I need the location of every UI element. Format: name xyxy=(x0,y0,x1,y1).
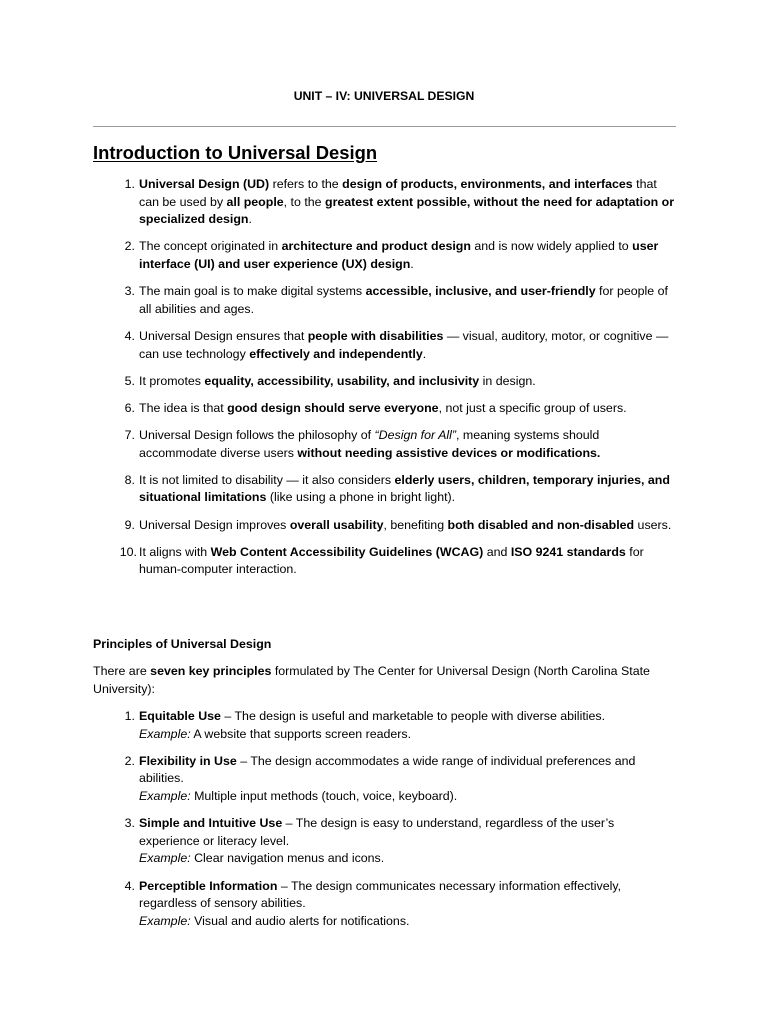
list-number: 3. xyxy=(124,816,135,831)
list-item xyxy=(93,176,678,229)
text-run: It aligns with xyxy=(139,544,211,559)
text-run: formulated by The Center for Universal Design (North Carolina State University): xyxy=(93,664,650,696)
list-item xyxy=(93,400,678,418)
section-heading-introduction: Introduction to Universal Design xyxy=(93,142,378,163)
list-item xyxy=(93,373,678,391)
list-item xyxy=(93,815,678,868)
list-item xyxy=(93,472,678,507)
bold-text: all people xyxy=(226,194,284,209)
bold-text: Simple and Intuitive Use xyxy=(139,816,283,831)
list-number: 10. xyxy=(119,544,137,559)
text-run: – The design is useful and marketable to people with diverse abilities. xyxy=(220,709,606,723)
text-run: The idea is that xyxy=(139,400,228,415)
text-run: It promotes xyxy=(139,373,205,388)
bold-text: ISO 9241 standards xyxy=(510,544,626,559)
text-run: refers to the xyxy=(269,177,343,191)
bold-text: both disabled and non-disabled xyxy=(447,517,635,532)
bold-text: without needing assistive devices or modifications. xyxy=(297,445,601,460)
list-number: 3. xyxy=(124,284,135,299)
bold-text: Perceptible Information xyxy=(139,878,278,893)
bold-text: design of products, environments, and interfaces xyxy=(342,177,633,191)
list-number: 7. xyxy=(124,428,135,443)
bold-text: user interface (UI) and user experience (UX) design xyxy=(139,239,659,271)
text-run: and xyxy=(483,544,511,559)
italic-text: Example: xyxy=(139,726,191,741)
list-number: 1. xyxy=(124,709,135,723)
list-number: 2. xyxy=(124,753,135,768)
bold-text: Equitable Use xyxy=(139,709,221,723)
text-run: The concept originated in xyxy=(139,239,282,254)
text-run: , to the xyxy=(283,194,325,209)
text-run: Universal Design follows the philosophy of xyxy=(139,428,375,443)
list-item xyxy=(93,283,678,318)
text-run: for people of all abilities and ages. xyxy=(139,284,668,316)
text-run: , meaning systems should accommodate diverse users xyxy=(139,428,600,460)
list-item xyxy=(93,328,678,363)
list-item xyxy=(93,753,678,806)
text-run: There are xyxy=(93,664,151,678)
text-run: that can be used by xyxy=(139,177,657,209)
bold-text: good design should serve everyone xyxy=(227,400,439,415)
bold-text: architecture and product design xyxy=(281,239,471,254)
text-run: . xyxy=(410,256,414,271)
list-number: 4. xyxy=(124,328,135,343)
principles-intro xyxy=(93,663,678,698)
italic-text: Example: xyxy=(139,913,191,928)
text-run: Multiple input methods (touch, voice, keyboard). xyxy=(190,788,458,803)
header-divider xyxy=(93,126,676,127)
principles-list xyxy=(93,708,678,940)
list-item xyxy=(93,708,678,743)
list-number: 2. xyxy=(124,239,135,254)
text-run: The main goal is to make digital systems xyxy=(139,284,366,299)
text-run: (like using a phone in bright light). xyxy=(266,490,456,505)
italic-text: Example: xyxy=(139,851,191,866)
bold-text: greatest extent possible, without the need for adaptation or specialized design xyxy=(139,194,675,227)
italic-text: Example: xyxy=(139,788,191,803)
list-item xyxy=(93,878,678,931)
bold-text: seven key principles xyxy=(150,664,272,678)
text-run: , benefiting xyxy=(383,517,448,532)
page-header: UNIT – IV: UNIVERSAL DESIGN xyxy=(293,89,475,103)
list-item xyxy=(93,238,678,273)
text-run: – The design accommodates a wide range of individual preferences and abilities. xyxy=(139,753,636,786)
bold-text: Universal Design (UD) xyxy=(139,177,270,191)
introduction-list xyxy=(93,176,678,589)
bold-text: overall usability xyxy=(289,517,384,532)
text-run: and is now widely applied to xyxy=(470,239,633,254)
bold-text: equality, accessibility, usability, and inclusivity xyxy=(204,373,480,388)
bold-text: people with disabilities xyxy=(307,328,444,343)
italic-text: “Design for All” xyxy=(374,428,457,443)
list-item xyxy=(93,544,678,579)
section-heading-principles: Principles of Universal Design xyxy=(93,637,272,651)
list-number: 9. xyxy=(124,517,135,532)
text-run: , not just a specific group of users. xyxy=(438,400,627,415)
text-run: . xyxy=(422,346,427,361)
bold-text: Flexibility in Use xyxy=(139,753,237,768)
text-run: Universal Design improves xyxy=(139,517,290,532)
bold-text: accessible, inclusive, and user-friendly xyxy=(365,284,596,299)
list-number: 4. xyxy=(124,878,135,893)
text-run: It is not limited to disability — it also considers xyxy=(139,472,395,487)
list-number: 5. xyxy=(124,373,135,388)
text-run: – The design is easy to understand, regardless of the user’s experience or literacy level. xyxy=(139,816,615,848)
text-run: Universal Design ensures that xyxy=(139,328,308,343)
text-run: . xyxy=(248,212,252,227)
text-run: Clear navigation menus and icons. xyxy=(190,851,385,866)
list-number: 6. xyxy=(124,400,135,415)
list-item xyxy=(93,517,678,535)
text-run: — visual, auditory, motor, or cognitive — can use technology xyxy=(139,328,669,361)
list-number: 8. xyxy=(124,472,135,487)
text-run: for human-computer interaction. xyxy=(139,544,644,577)
list-number: 1. xyxy=(124,177,135,191)
text-run: Visual and audio alerts for notifications. xyxy=(190,913,410,928)
text-run: A website that supports screen readers. xyxy=(190,726,412,741)
text-run: – The design communicates necessary information effectively, regardless of sensory abilities. xyxy=(139,878,622,911)
text-run: users. xyxy=(634,517,672,532)
bold-text: Web Content Accessibility Guidelines (WCAG) xyxy=(210,544,484,559)
text-run: in design. xyxy=(479,373,536,388)
bold-text: elderly users, children, temporary injuries, and situational limitations xyxy=(139,472,670,505)
list-item xyxy=(93,427,678,462)
bold-text: effectively and independently xyxy=(249,346,423,361)
